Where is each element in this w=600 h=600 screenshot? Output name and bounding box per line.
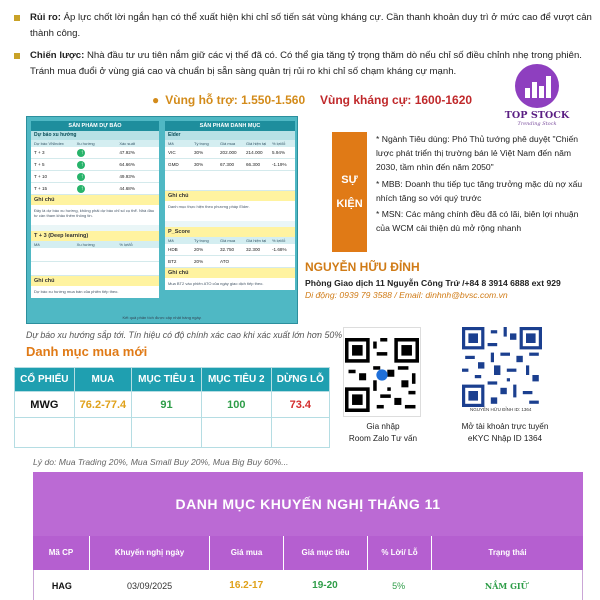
ghi-chu-label: Ghi chú (31, 276, 159, 286)
forecast-row: T + 3 ↑ 47.92% (31, 147, 159, 159)
col-header: Mã CP (48, 548, 74, 557)
advisor-phone-email: Di động: 0939 79 3588 / Email: dinhnh@bvsc.com.vn (305, 290, 508, 300)
panel-header: SẢN PHẨM DỰ BÁO (31, 121, 159, 131)
status-badge: NẮM GIỮ (484, 581, 528, 591)
panel-footnote: Kết quả phân tích được cập nhật hàng ngày. (122, 315, 202, 320)
forecast-row: T + 15 ↑ 44.68% (31, 183, 159, 195)
bullet-square-icon (14, 15, 20, 21)
support-zone: Vùng hỗ trợ: 1.550-1.560 (165, 93, 306, 107)
bullet-square-icon (14, 53, 20, 59)
target-2: 100 (201, 392, 271, 418)
product-screenshot (26, 116, 298, 324)
target-1: 91 (132, 392, 202, 418)
pscore-title: P_Score (165, 227, 295, 237)
monthly-title: DANH MỤC KHUYẾN NGHỊ THÁNG 11 (33, 472, 583, 536)
table-row (33, 570, 583, 600)
col-header: Xu hướng (76, 141, 95, 146)
event-item: * MBB: Doanh thu tiếp tục tăng trưởng mặc dù nợ xấu nhích tăng so với quý trước (376, 178, 583, 203)
pscore-row: BT2 20% ATO (165, 256, 295, 268)
col-header: % lợi/lỗ (119, 242, 133, 247)
bullet-text: Nhà đầu tư ưu tiên nắm giữ các vị thế đã có. Có thể gia tăng tỷ trọng thăm dò nếu chỉ số điều chỉnh nhẹ trong phiên. Tránh mua đuổi ở vùng giá cao và chuẩn bị sẵn sàng quản trị rủi ro khi chỉ số chạm kháng cự mạnh. (30, 50, 582, 77)
reason-caption: Lý do: Mua Trading 20%, Mua Small Buy 20%, Mua Big Buy 60%... (33, 457, 289, 467)
col-header: % Lời/ Lỗ (367, 536, 431, 570)
empty-row (31, 262, 159, 276)
ekyc-qr-caption: Mở tài khoản trực tuyến eKYC Nhập ID 1364 (461, 422, 549, 443)
ghi-chu-label: Ghi chú (165, 268, 295, 278)
logo-name: TOP STOCK (504, 110, 570, 121)
col-header: Giá mục tiêu (283, 536, 367, 570)
target-price: 19-20 (312, 580, 338, 591)
col-header: CỔ PHIẾU (15, 368, 75, 392)
up-arrow-icon: ↑ (77, 185, 85, 193)
panel-header: SẢN PHẨM DANH MỤC (165, 121, 295, 131)
deep-note: Dự báo xu hướng mua bán của phiên tiếp theo. (31, 286, 159, 298)
forecast-title: Dự báo xu hướng (31, 131, 159, 140)
new-buy-table (14, 367, 330, 448)
col-header: Xác suất (119, 141, 135, 146)
elder-note: Danh mục thực hiện theo phương pháp Elder. (165, 201, 295, 221)
contact-block (305, 260, 595, 300)
logo-tagline: Trending Stock (517, 121, 557, 127)
ghi-chu-label: Ghi chú (165, 191, 295, 201)
forecast-row: T + 5 ↑ 64.66% (31, 159, 159, 171)
new-buy-heading: Danh mục mua mới (26, 344, 148, 359)
table-row (15, 392, 330, 418)
col-header: Giá mua (209, 536, 283, 570)
rec-date: 03/09/2025 (127, 581, 173, 591)
col-header: Dự báo VNIndex (34, 141, 64, 146)
col-header: DỪNG LỖ (271, 368, 329, 392)
bullet-risk (14, 10, 594, 42)
col-header: Xu hướng (76, 242, 95, 247)
ghi-chu-label: Ghi chú (31, 195, 159, 205)
pscore-row: HDB 20% 32.750 32.300 -1.68% (165, 244, 295, 256)
col-header: Trạng thái (431, 536, 583, 570)
portfolio-column: SẢN PHẨM DANH MỤC Elder Mã Tỷ trọng Giá mua Giá hiện tại % lợi/lỗ VIC 30% 202.000 214.000 5.94% GMD 30% 67.300 66.300 -1.19% Ghi chú Danh mục thực hiện theo phương pháp Elder. P_Score Mã Tỷ trọng Giá mua Giá hiện tại % lợi/lỗ HDB 20% 32.750 32.300 -1.68% BT2 20% ATO Ghi chú Mua BT2 vào phiên ATO của ngày giao dịch tiếp theo. (165, 121, 295, 290)
elder-row: VIC 30% 202.000 214.000 5.94% (165, 147, 295, 159)
up-arrow-icon: ↑ (77, 161, 85, 169)
elder-row: GMD 30% 67.300 66.300 -1.19% (165, 159, 295, 171)
bullet-text: Áp lực chốt lời ngắn hạn có thể xuất hiện khi chỉ số tiến sát vùng kháng cự. Cần thanh khoản duy trì ở mức cao để vượt cản thành công. (30, 12, 592, 39)
stop-loss: 73.4 (271, 392, 329, 418)
event-item: * Ngành Tiêu dùng: Phó Thủ tướng phê duyệt "Chiến lược phát triển thị trường bán lẻ Việt Nam đến năm 2030, tầm nhìn đến năm 2050" (376, 134, 579, 173)
monthly-recommendation-table (33, 472, 583, 600)
col-header: MỤC TIÊU 1 (132, 368, 202, 392)
top-line (28, 0, 71, 1)
up-arrow-icon: ↑ (77, 173, 85, 181)
bullet-label: Chiến lược: (30, 50, 85, 61)
zalo-qr-caption: Gia nhập Room Zalo Tư vấn (348, 422, 418, 443)
event-item: * MSN: Các mảng chính đều đã có lãi, biên lợi nhuận của WCM cải thiện dù mở rộng nhanh (376, 209, 579, 234)
forecast-caption: Dự báo xu hướng sắp tới. Tín hiệu có độ chính xác cao khi xác xuất lớn hơn 50% (26, 330, 343, 340)
events-label: SỰ KIỆN (332, 132, 367, 252)
col-header: MUA (74, 368, 131, 392)
forecast-column (31, 121, 159, 298)
col-header: Khuyến nghị ngày (89, 536, 209, 570)
top-stock-logo (492, 64, 582, 134)
ekyc-qr-under: NGUYỄN HỮU ĐỈNH ID: 1364 (470, 407, 532, 412)
col-header: MỤC TIÊU 2 (201, 368, 271, 392)
up-arrow-icon: ↑ (77, 149, 85, 157)
bullet-dot-icon: ● (152, 93, 160, 107)
empty-row (31, 248, 159, 262)
bullet-label: Rủi ro: (30, 12, 61, 23)
advisor-name: NGUYỄN HỮU ĐỈNH (305, 260, 420, 274)
table-header-row (15, 368, 330, 392)
profit-loss: 5% (392, 581, 406, 591)
chart-bars-icon (515, 64, 559, 108)
stock-code: HAG (51, 581, 72, 591)
buy-price: 16.2-17 (229, 580, 264, 591)
empty-row (165, 171, 295, 191)
forecast-row: T + 10 ↑ 49.93% (31, 171, 159, 183)
buy-range: 76.2-77.4 (74, 392, 131, 418)
elder-title: Elder (165, 131, 295, 140)
col-header: Mã (34, 242, 40, 247)
deep-learning-title: T + 3 (Deep learning) (31, 231, 159, 241)
table-row (15, 418, 330, 448)
table-header-row (33, 536, 583, 570)
forecast-note: Đây là dự báo xu hướng, không phải dự báo chỉ số cụ thể. Nhà đầu tư cần tham khảo thêm thông tin. (31, 205, 159, 225)
advisor-address: Phòng Giao dịch 11 Nguyễn Công Trứ /+84 8 3914 6888 ext 929 (305, 278, 561, 288)
stock-code: MWG (15, 392, 75, 418)
events-list (376, 132, 594, 237)
resistance-zone: Vùng kháng cự: 1600-1620 (320, 93, 473, 107)
ekyc-qr-code[interactable] (462, 327, 542, 407)
zalo-qr-code[interactable] (345, 338, 419, 412)
pscore-note: Mua BT2 vào phiên ATO của ngày giao dịch tiếp theo. (165, 278, 295, 290)
